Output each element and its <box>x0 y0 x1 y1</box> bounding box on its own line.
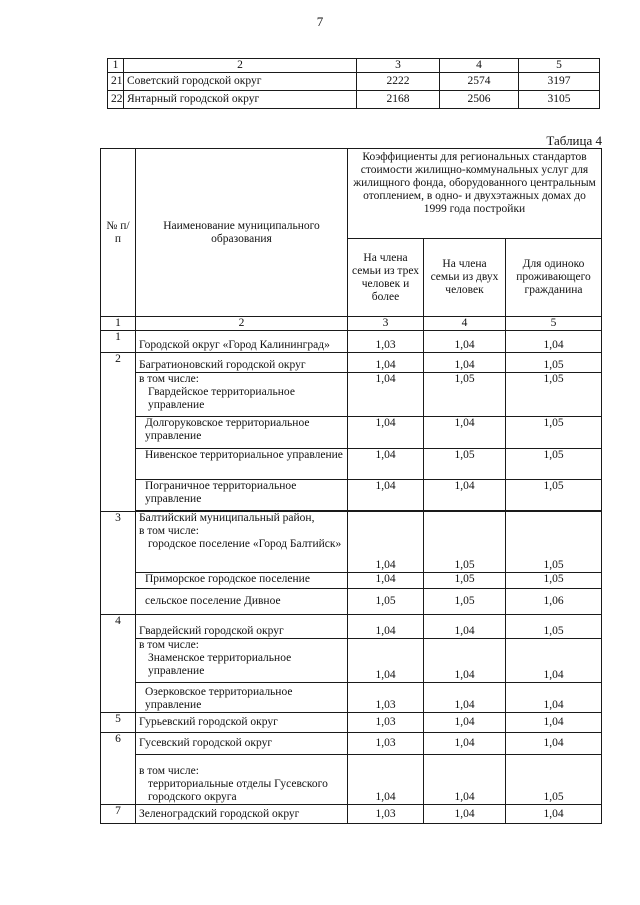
row-value-5: 1,05 <box>506 417 602 449</box>
row-value-4: 1,05 <box>424 589 506 615</box>
row-value-4: 1,05 <box>424 449 506 480</box>
row-number: 6 <box>101 733 136 805</box>
col-number-5: 5 <box>506 317 602 331</box>
row-value-4: 2506 <box>440 91 519 109</box>
subunit-name: Гвардейское территориальное управление <box>148 386 295 411</box>
row-value-3: 1,05 <box>348 589 424 615</box>
row-value-5: 1,05 <box>506 512 602 573</box>
row-value-4: 1,04 <box>424 480 506 511</box>
row-value-3: 1,03 <box>348 331 424 353</box>
row-value-5: 3105 <box>519 91 600 109</box>
row-value-3: 1,03 <box>348 713 424 733</box>
subunit-name: территориальные отделы Гусевского городского округа <box>148 778 328 803</box>
col-num-header: 1 <box>108 59 124 73</box>
row-name: Гвардейский городской округ <box>136 615 348 639</box>
row-name: Советский городской округ <box>124 73 357 91</box>
row-name: Пограничное территориальное управление <box>136 480 348 511</box>
unit-name: Балтийский муниципальный район, <box>139 512 315 524</box>
row-value-3: 1,04 <box>348 755 424 805</box>
row-name: Нивенское территориальное управление <box>136 449 348 480</box>
row-value-4: 1,04 <box>424 417 506 449</box>
row-value-5: 1,05 <box>506 449 602 480</box>
row-number: 21 <box>108 73 124 91</box>
table-row <box>101 615 602 639</box>
row-value-3: 1,04 <box>348 373 424 417</box>
row-value-4: 1,05 <box>424 512 506 573</box>
row-name <box>136 512 348 573</box>
row-name: Зеленоградский городской округ <box>136 805 348 824</box>
row-value-3: 1,04 <box>348 573 424 589</box>
row-value-5: 1,04 <box>506 733 602 755</box>
table-row <box>101 373 602 417</box>
row-name <box>136 639 348 683</box>
row-name: Долгоруковское территориальное управление <box>136 417 348 449</box>
including-label: в том числе: <box>139 525 199 537</box>
row-value-4: 1,04 <box>424 683 506 713</box>
row-name: Приморское городское поселение <box>136 573 348 589</box>
row-value-4: 1,04 <box>424 639 506 683</box>
table-row <box>101 713 602 733</box>
table-row <box>101 639 602 683</box>
row-value-3: 1,04 <box>348 480 424 511</box>
row-value-5: 1,04 <box>506 331 602 353</box>
table-row <box>101 573 602 589</box>
row-value-3: 1,03 <box>348 683 424 713</box>
col-3-header: На члена семьи из трех человек и более <box>348 239 424 317</box>
col-3-header: 3 <box>357 59 440 73</box>
row-value-3: 1,04 <box>348 512 424 573</box>
table-row <box>101 353 602 373</box>
row-number: 7 <box>101 805 136 824</box>
row-value-3: 2168 <box>357 91 440 109</box>
row-value-5: 1,04 <box>506 713 602 733</box>
row-value-5: 1,04 <box>506 639 602 683</box>
table-row <box>101 589 602 615</box>
table-row <box>101 733 602 755</box>
col-num-header: № п/п <box>101 149 136 317</box>
row-name: Гусевский городской округ <box>136 733 348 755</box>
row-value-5: 1,05 <box>506 373 602 417</box>
col-5-header: Для одиноко проживающего гражданина <box>506 239 602 317</box>
row-value-3: 1,04 <box>348 639 424 683</box>
row-value-5: 1,05 <box>506 480 602 511</box>
row-value-4: 2574 <box>440 73 519 91</box>
row-value-5: 1,04 <box>506 805 602 824</box>
table-caption: Таблица 4 <box>546 133 602 148</box>
col-4-header: 4 <box>440 59 519 73</box>
continuation-table <box>107 58 600 109</box>
page-number: 7 <box>316 14 324 29</box>
row-value-4: 1,04 <box>424 713 506 733</box>
row-value-5: 1,04 <box>506 683 602 713</box>
row-value-3: 1,04 <box>348 353 424 373</box>
table-row <box>101 449 602 480</box>
col-number-2: 2 <box>136 317 348 331</box>
row-number: 1 <box>101 331 136 353</box>
table-row <box>101 755 602 805</box>
row-value-4: 1,04 <box>424 805 506 824</box>
col-number-1: 1 <box>101 317 136 331</box>
table-header-row <box>108 59 600 73</box>
subunit-name: городское поселение «Город Балтийск» <box>148 538 342 550</box>
row-value-4: 1,04 <box>424 331 506 353</box>
subunit-name: Знаменское территориальное управление <box>148 652 292 677</box>
row-number: 22 <box>108 91 124 109</box>
col-number-4: 4 <box>424 317 506 331</box>
row-value-4: 1,04 <box>424 733 506 755</box>
table-row <box>101 331 602 353</box>
row-name: Озерковское территориальное управление <box>136 683 348 713</box>
coefficients-table <box>100 148 602 824</box>
col-4-header: На члена семьи из двух человек <box>424 239 506 317</box>
row-value-4: 1,05 <box>424 373 506 417</box>
col-name-header: 2 <box>124 59 357 73</box>
including-label: в том числе: <box>139 765 199 777</box>
row-number: 2 <box>101 353 136 512</box>
row-name: Гурьевский городской округ <box>136 713 348 733</box>
row-value-5: 1,05 <box>506 353 602 373</box>
table-row <box>101 480 602 511</box>
row-name: Багратионовский городской округ <box>136 353 348 373</box>
row-name <box>136 755 348 805</box>
row-value-3: 2222 <box>357 73 440 91</box>
table-row <box>101 683 602 713</box>
row-name: Янтарный городской округ <box>124 91 357 109</box>
row-number: 3 <box>101 512 136 615</box>
table-header-row <box>101 149 602 239</box>
row-number: 4 <box>101 615 136 713</box>
table-row <box>108 73 600 91</box>
coef-group-header: Коэффициенты для региональных стандартов стоимости жилищно-коммунальных услуг для жилищного фонда, оборудованного центральным отоплением, в одно- и двухэтажных домах до 1999 года постройки <box>348 149 602 239</box>
col-5-header: 5 <box>519 59 600 73</box>
table-row <box>101 805 602 824</box>
row-value-3: 1,03 <box>348 733 424 755</box>
row-value-3: 1,03 <box>348 805 424 824</box>
row-value-5: 1,05 <box>506 573 602 589</box>
row-value-4: 1,05 <box>424 573 506 589</box>
row-value-5: 1,05 <box>506 615 602 639</box>
row-number: 5 <box>101 713 136 733</box>
row-value-4: 1,04 <box>424 615 506 639</box>
row-value-4: 1,04 <box>424 755 506 805</box>
row-value-4: 1,04 <box>424 353 506 373</box>
including-label: в том числе: <box>139 639 199 651</box>
table-row <box>101 512 602 573</box>
table-row <box>101 417 602 449</box>
row-name: сельское поселение Дивное <box>136 589 348 615</box>
row-value-3: 1,04 <box>348 417 424 449</box>
row-value-5: 1,05 <box>506 755 602 805</box>
column-numbers-row <box>101 317 602 331</box>
row-value-3: 1,04 <box>348 449 424 480</box>
col-name-header: Наименование муниципального образования <box>136 149 348 317</box>
table-row <box>108 91 600 109</box>
row-value-5: 1,06 <box>506 589 602 615</box>
row-value-5: 3197 <box>519 73 600 91</box>
including-label: в том числе: <box>139 373 199 385</box>
row-name: Городской округ «Город Калининград» <box>136 331 348 353</box>
row-name <box>136 373 348 417</box>
col-number-3: 3 <box>348 317 424 331</box>
row-value-3: 1,04 <box>348 615 424 639</box>
